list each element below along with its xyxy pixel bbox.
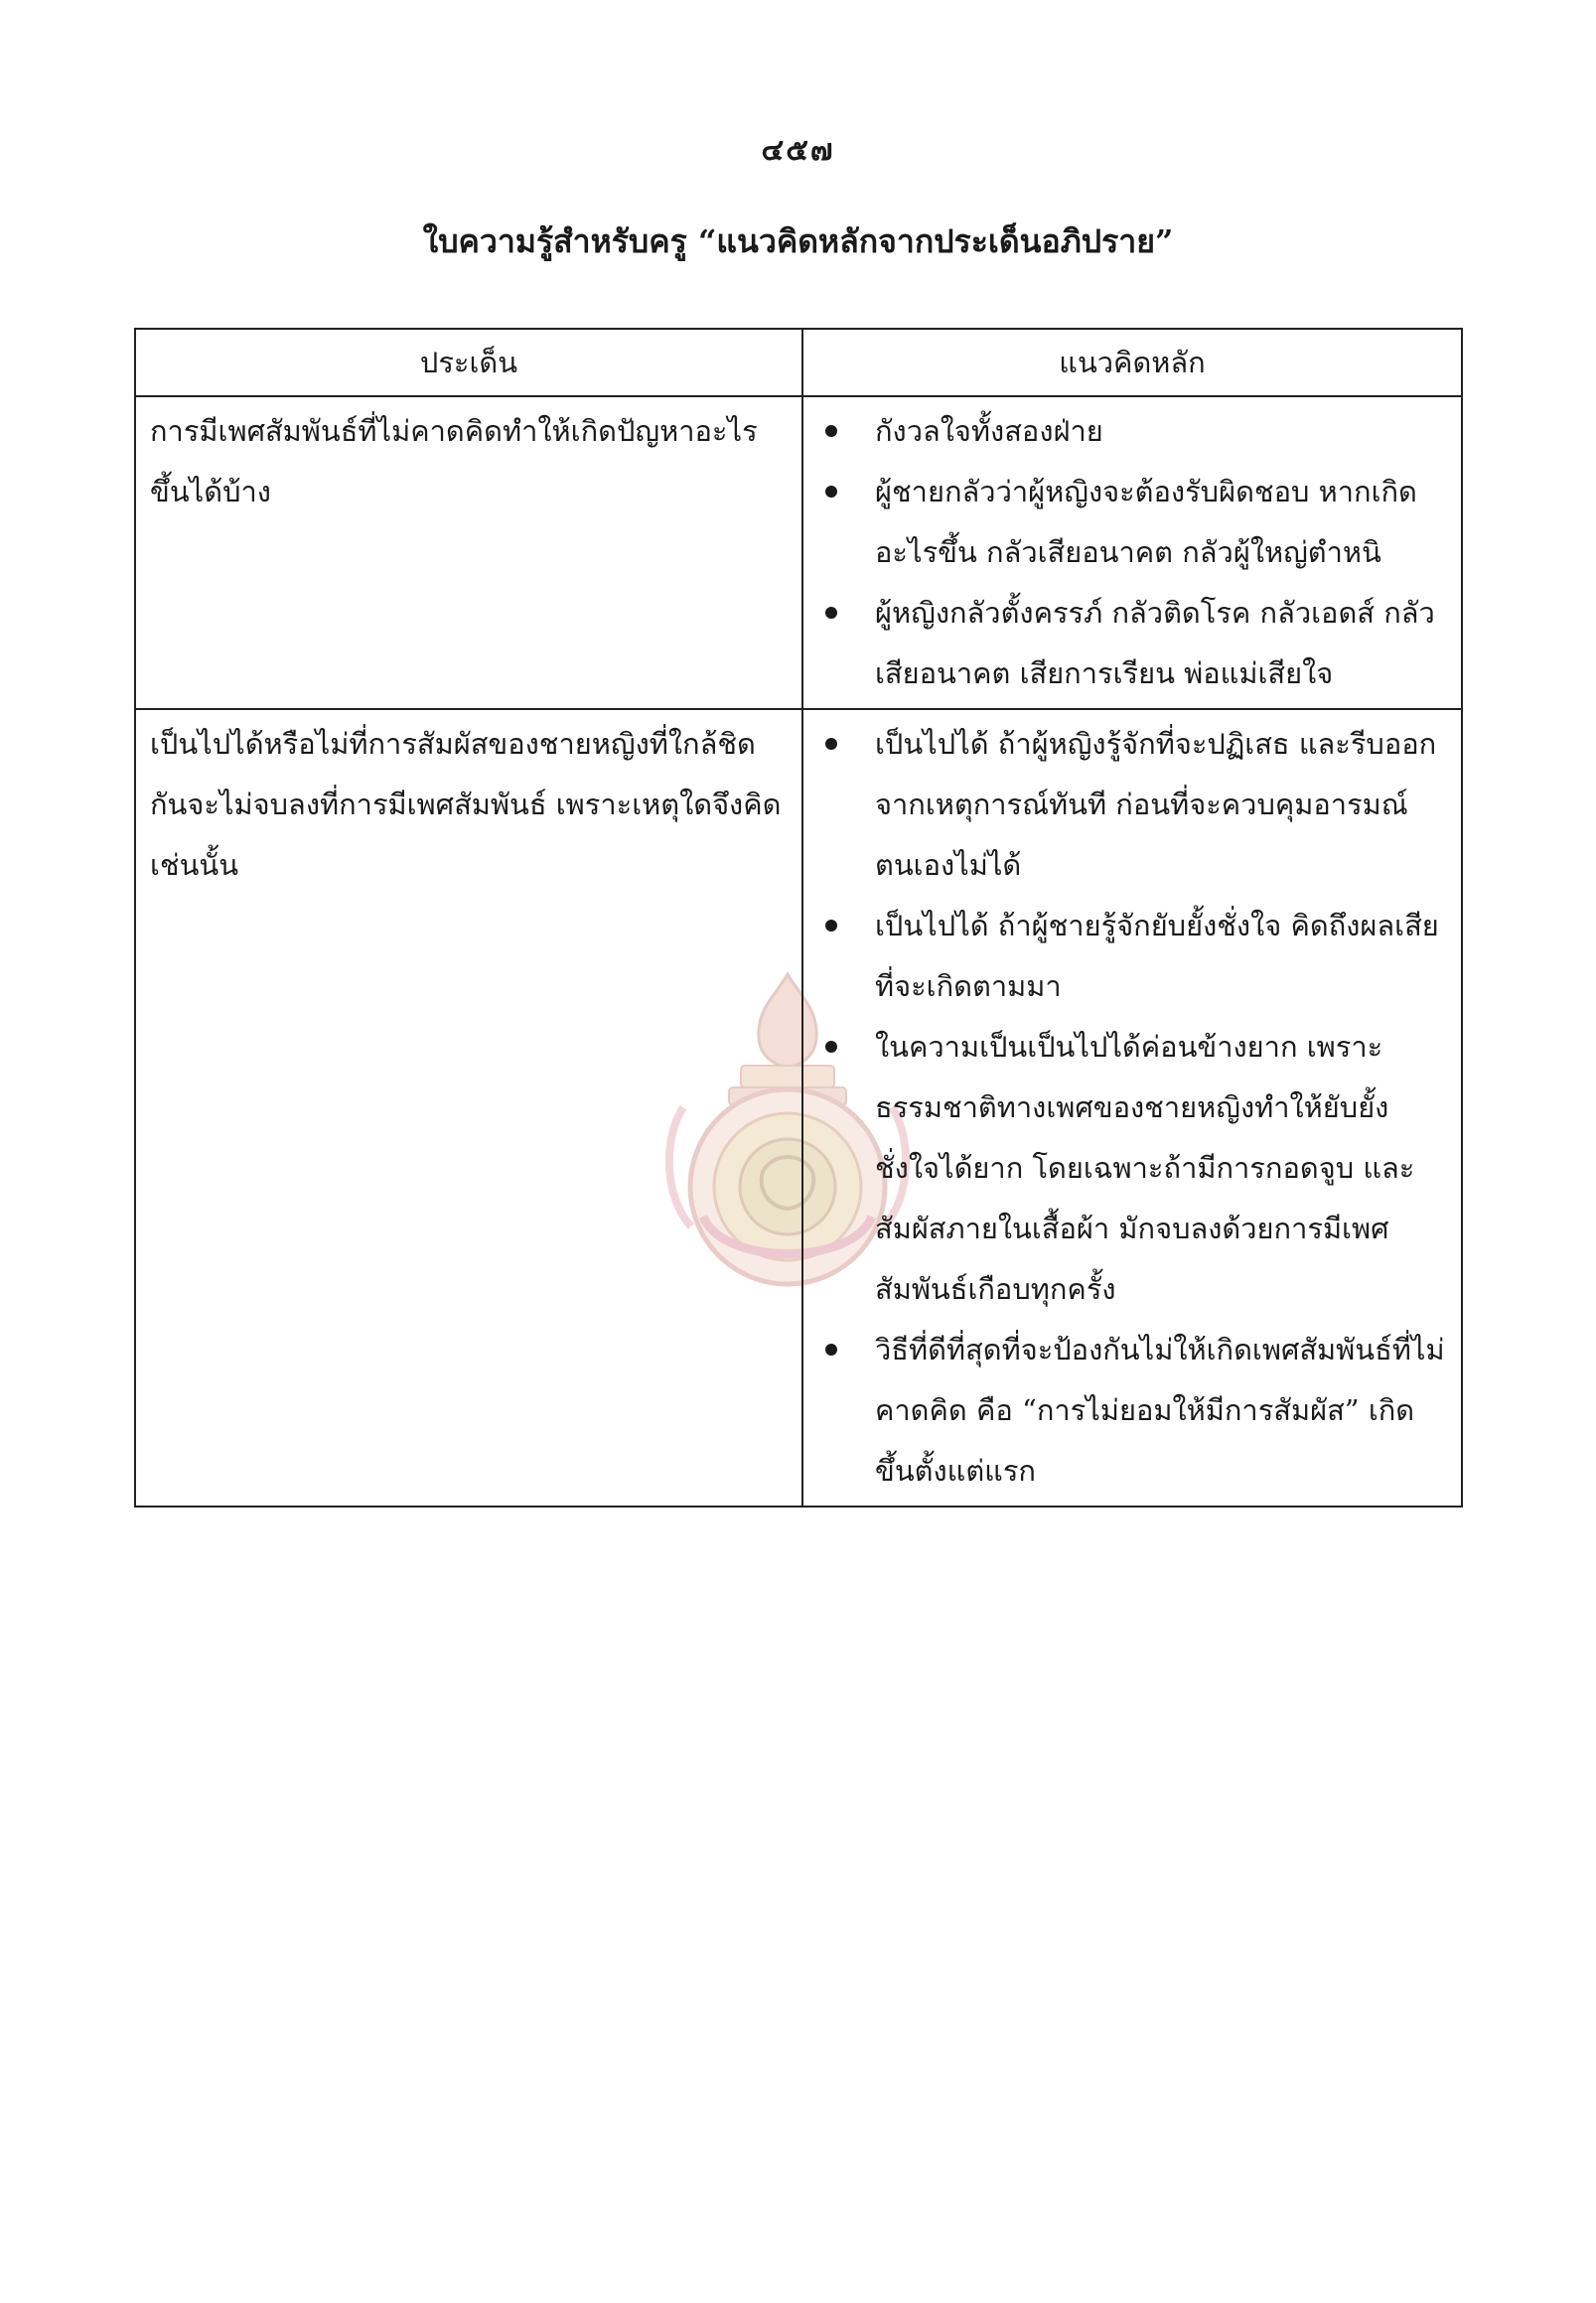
concept-item [813, 462, 1447, 583]
concept-item [813, 1320, 1447, 1502]
header-main-concept: แนวคิดหลัก [802, 329, 1462, 396]
bullet-icon [825, 920, 837, 932]
concept-list [813, 401, 1447, 704]
issue-cell: เป็นไปได้หรือไม่ที่การสัมผัสของชายหญิงที่ใกล้ชิดกันจะไม่จบลงที่การมีเพศสัมพันธ์ เพราะเหตุใดจึงคิดเช่นนั้น [135, 709, 802, 1507]
page-number: ๔๕๗ [761, 133, 835, 168]
table-row [135, 709, 1462, 1507]
header-issue: ประเด็น [135, 329, 802, 396]
document-title: ใบความรู้สำหรับครู “แนวคิดหลักจากประเด็นอภิปราย” [422, 222, 1174, 260]
concept-table [134, 328, 1463, 1508]
bullet-icon [825, 607, 837, 619]
bullet-icon [825, 486, 837, 498]
bullet-icon [825, 1344, 837, 1356]
concept-item [813, 896, 1447, 1017]
concept-text: วิธีที่ดีที่สุดที่จะป้องกันไม่ให้เกิดเพศสัมพันธ์ที่ไม่คาดคิด คือ “การไม่ยอมให้มีการสัมผัส” เกิดขึ้นตั้งแต่แรก [875, 1333, 1445, 1488]
concept-cell [802, 709, 1462, 1507]
concept-list [813, 714, 1447, 1502]
concept-cell [802, 396, 1462, 709]
table-row [135, 396, 1462, 709]
issue-cell: การมีเพศสัมพันธ์ที่ไม่คาดคิดทำให้เกิดปัญหาอะไรขึ้นได้บ้าง [135, 396, 802, 709]
bullet-icon [825, 1041, 837, 1053]
bullet-icon [825, 425, 837, 437]
concept-item [813, 714, 1447, 896]
concept-text: ในความเป็นเป็นไปได้ค่อนข้างยาก เพราะธรรมชาติทางเพศของชายหญิงทำให้ยับยั้งชั่งใจได้ยาก โดยเฉพาะถ้ามีการกอดจูบ และสัมผัสภายในเสื้อผ้า มักจบลงด้วยการมีเพศสัมพันธ์เกือบทุกครั้ง [875, 1030, 1415, 1306]
concept-item [813, 583, 1447, 704]
concept-text: เป็นไปได้ ถ้าผู้หญิงรู้จักที่จะปฏิเสธ และรีบออกจากเหตุการณ์ทันที ก่อนที่จะควบคุมอารมณ์ตนเองไม่ได้ [875, 727, 1437, 882]
concept-text: ผู้หญิงกลัวตั้งครรภ์ กลัวติดโรค กลัวเอดส์ กลัวเสียอนาคต เสียการเรียน พ่อแม่เสียใจ [875, 596, 1435, 690]
concept-item [813, 1017, 1447, 1320]
table-header-row [135, 329, 1462, 396]
concept-text: เป็นไปได้ ถ้าผู้ชายรู้จักยับยั้งชั่งใจ คิดถึงผลเสียที่จะเกิดตามมา [875, 909, 1439, 1003]
bullet-icon [825, 738, 837, 750]
concept-item [813, 401, 1447, 462]
concept-text: กังวลใจทั้งสองฝ่าย [875, 414, 1103, 448]
concept-text: ผู้ชายกลัวว่าผู้หญิงจะต้องรับผิดชอบ หากเกิดอะไรขึ้น กลัวเสียอนาคต กลัวผู้ใหญ่ตำหนิ [875, 475, 1417, 569]
